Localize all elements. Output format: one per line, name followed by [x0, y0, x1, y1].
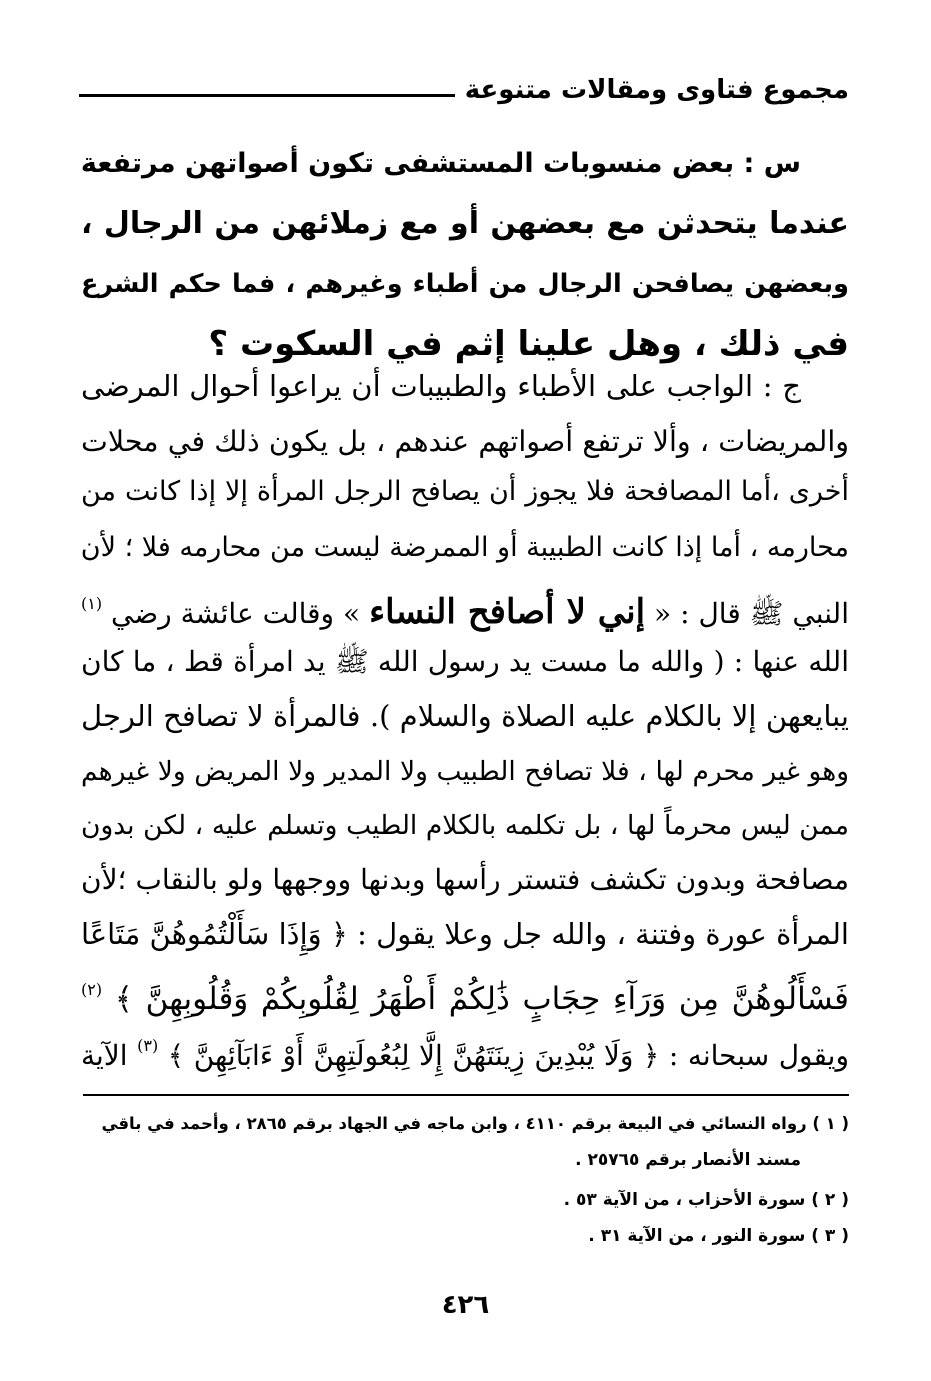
answer-line-hadith	[81, 576, 849, 632]
page-number: ٤٢٦	[441, 1290, 490, 1320]
answer-line: المرأة عورة وفتنة ، والله جل وعلا يقول : ﴿ وَإِذَا سَأَلْتُمُوهُنَّ مَتَاعًا	[81, 917, 849, 951]
answer-line: أخرى ،أما المصافحة فلا يجوز أن يصافح الرجل المرأة إلا إذا كانت من	[81, 476, 849, 507]
question-line: عندما يتحدثن مع بعضهن أو مع زملائهن من الرجال ،	[81, 206, 849, 241]
quran-verse: ويقول سبحانه : ﴿ وَلَا يُبْدِينَ زِينَتَهُنَّ إِلَّا لِبُعُولَتِهِنَّ أَوْ ءَابَآئِهِنَّ ﴾	[167, 1039, 849, 1072]
verse-continuation: الآية	[81, 1039, 128, 1072]
question-line: س : بعض منسوبات المستشفى تكون أصواتهن مرتفعة	[80, 148, 801, 179]
answer-line: مصافحة وبدون تكشف فتستر رأسها وبدنها ووجهها ولو بالنقاب ؛لأن	[81, 863, 849, 896]
footnote-marker-1[interactable]: (١)	[81, 594, 103, 613]
footnote-1-continued: مسند الأنصار برقم ٢٥٧٦٥ .	[575, 1150, 801, 1170]
hadith-close: » وقالت عائشة رضي	[111, 597, 361, 630]
running-header	[79, 72, 849, 108]
hadith-intro: النبي ﷺ قال : «	[653, 597, 849, 630]
quran-verse: فَسْأَلُوهُنَّ مِن وَرَآءِ حِجَابٍ ذَٰلِكُمْ أَطْهَرُ لِقُلُوبِكُمْ وَقُلُوبِهِنَّ ﴾	[114, 981, 849, 1017]
header-rule	[79, 94, 455, 97]
footnote-marker-3[interactable]: (٣)	[137, 1036, 159, 1055]
answer-line: يبايعهن إلا بالكلام عليه الصلاة والسلام ). فالمرأة لا تصافح الرجل	[81, 699, 849, 733]
answer-line: الله عنها : ( والله ما مست يد رسول الله ﷺ يد امرأة قط ، ما كان	[81, 645, 849, 678]
answer-line: ج : الواجب على الأطباء والطبيبات أن يراعوا أحوال المرضى	[81, 369, 801, 403]
footnote-3: ( ٣ ) سورة النور ، من الآية ٣١ .	[588, 1226, 849, 1246]
question-line: وبعضهن يصافحن الرجال من أطباء وغيرهم ، فما حكم الشرع	[81, 269, 849, 299]
quran-verse-line	[81, 962, 849, 1018]
answer-line: محارمه ، أما إذا كانت الطبيبة أو الممرضة ليست من محارمه فلا ؛ لأن	[80, 532, 849, 563]
question-line: في ذلك ، وهل علينا إثم في السكوت ؟	[208, 324, 849, 364]
answer-line: وهو غير محرم لها ، فلا تصافح الطبيب ولا المدير ولا المريض ولا غيرهم	[81, 756, 849, 787]
footnote-marker-2[interactable]: (٢)	[81, 980, 103, 999]
footnote-rule	[83, 1094, 849, 1096]
hadith-quote: إني لا أصافح النساء	[369, 592, 646, 632]
answer-line: ممن ليس محرماً لها ، بل تكلمه بالكلام الطيب وتسلم عليه ، لكن بدون	[81, 810, 849, 841]
running-title: مجموع فتاوى ومقالات متنوعة	[464, 75, 849, 105]
quran-verse-line	[81, 1018, 849, 1074]
footnote-1: ( ١ ) رواه النسائي في البيعة برقم ٤١١٠ ، وابن ماجه في الجهاد برقم ٢٨٦٥ ، وأحمد في باقي	[101, 1114, 849, 1133]
footnote-2: ( ٢ ) سورة الأحزاب ، من الآية ٥٣ .	[563, 1190, 849, 1210]
answer-line: والمريضات ، وألا ترتفع أصواتهم عندهم ، بل يكون ذلك في محلات	[81, 425, 849, 458]
